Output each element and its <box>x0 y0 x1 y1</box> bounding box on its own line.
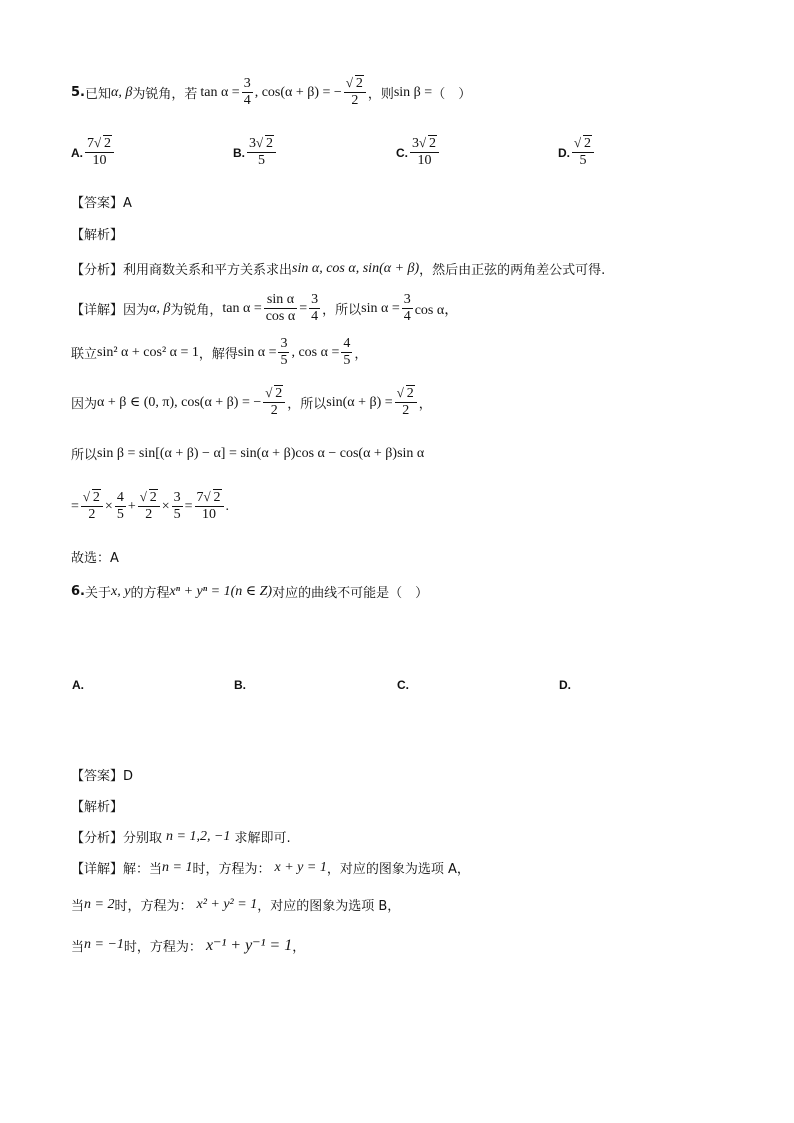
q5-option-d[interactable] <box>558 136 596 169</box>
q5-blank: （ ） <box>432 87 472 102</box>
q6-option-b[interactable]: B. <box>234 678 246 692</box>
q5-l5-d4: 5 <box>173 507 181 522</box>
q5-fenxi-tail: ，然后由正弦的两角差公式可得. <box>419 263 606 278</box>
q6-xj2-c: ，对应的图象为选项 B， <box>257 899 401 914</box>
q5-l3-sin: sin(α + β) = <box>326 394 393 410</box>
q6-fenxi-text: 分别取 <box>123 831 163 846</box>
q5-cos-den: 2 <box>351 93 359 108</box>
q5-tan-num: 3 <box>243 76 251 91</box>
q6-fenxi-math: n = 1,2, −1 <box>166 828 231 844</box>
q5-fenxi-math: sin α, cos α, sin(α + β) <box>292 260 420 276</box>
q5-stem-suffix: ，则 <box>367 87 394 102</box>
q5-l2-a: 联立 <box>71 347 98 362</box>
q5-line2 <box>71 336 367 369</box>
q5-fenxi <box>71 259 605 278</box>
q6-stem-b: 的方程 <box>130 586 170 601</box>
q5-l3-den: 2 <box>270 403 278 418</box>
q5-xj1-fnum: sin α <box>264 292 298 309</box>
q5-l4-a: 所以 <box>71 448 98 463</box>
q5-l2-math: sin² α + cos² α = 1 <box>97 344 199 360</box>
q5-number: 5. <box>71 85 85 100</box>
q5-option-a-coef: 7 <box>87 136 94 151</box>
q6-xj2-a: 当 <box>71 899 85 914</box>
q6-xj3-c: ， <box>292 939 306 955</box>
q5-l5-c: 7 <box>196 490 204 505</box>
q5-line3 <box>71 386 432 419</box>
q5-l2-n1: 3 <box>280 336 288 351</box>
q6-xj1-c: ，对应的图象为选项 A， <box>326 862 470 877</box>
q5-l5-eq2: = <box>184 498 193 514</box>
q5-line4 <box>71 444 424 463</box>
q5-stem-vars: α, β <box>111 84 133 100</box>
q5-l3-math: α + β ∈ (0, π), cos(α + β) = − <box>97 395 262 410</box>
q5-xj1-sin: sin α = <box>361 300 400 316</box>
q5-xj1-vars: α, β <box>149 300 171 316</box>
q6-xj1-eq: x + y = 1 <box>274 859 327 875</box>
q6-xiangjie-label: 【详解】 <box>71 862 124 877</box>
q5-option-b[interactable] <box>233 136 278 169</box>
q6-option-a[interactable]: A. <box>72 678 84 692</box>
q6-fenxi <box>71 827 291 846</box>
q5-l5-d3: 2 <box>145 507 153 522</box>
q5-option-c-rad: 2 <box>429 136 436 151</box>
q5-l5-x2: × <box>161 498 170 514</box>
q6-fenxi-label: 【分析】 <box>71 831 124 846</box>
q5-fenxi-text: 利用商数关系和平方关系求出 <box>123 263 293 278</box>
q5-l5-d2: 5 <box>116 507 124 522</box>
q6-xj3-b: 时，方程为： <box>123 939 202 955</box>
q5-analysis-title: 【解析】 <box>71 228 124 243</box>
q5-xj1-cos: cos α， <box>414 302 459 318</box>
q5-l5-x1: × <box>104 498 113 514</box>
q5-cos-fraction <box>344 76 366 109</box>
q6-xj2-m: n = 2 <box>84 896 115 912</box>
q5-option-b-label: B. <box>233 145 245 160</box>
q5-option-d-label: D. <box>558 145 570 160</box>
q5-choose: 故选：A <box>71 551 119 566</box>
q5-fenxi-label: 【分析】 <box>71 263 124 278</box>
q6-xj2-eq: x² + y² = 1 <box>196 896 258 912</box>
q5-option-a-label: A. <box>71 145 83 160</box>
q6-xj1-m: n = 1 <box>162 859 193 875</box>
q5-l2-d2: 5 <box>343 353 351 368</box>
q5-xj1-a: 因为 <box>123 303 150 318</box>
q5-option-a-rad: 2 <box>104 136 111 151</box>
q5-ask: sin β = <box>393 84 433 100</box>
q6-option-c[interactable]: C. <box>397 678 409 692</box>
q5-option-d-rad: 2 <box>584 136 591 151</box>
q6-stem-c: 对应的曲线不可能是（ ） <box>272 586 429 601</box>
q5-l3-b: ，所以 <box>287 397 327 412</box>
q6-xj3-eq: x⁻¹ + y⁻¹ = 1 <box>205 937 293 954</box>
q5-stem-prefix: 已知 <box>84 87 111 102</box>
q5-xj1-fden: cos α <box>265 309 296 324</box>
q5-l2-d1: 5 <box>280 353 288 368</box>
q5-cos-expr: , cos(α + β) = − <box>254 84 342 100</box>
q5-l3-rad: 2 <box>275 386 283 401</box>
q5-option-c-coef: 3 <box>412 136 419 151</box>
q6-xj1-a: 解：当 <box>123 862 163 877</box>
q6-xiangjie-line3 <box>71 935 305 955</box>
q6-xj2-b: 时，方程为： <box>114 899 193 914</box>
q6-fenxi-tail: 求解即可. <box>234 831 291 846</box>
q6-xj1-b: 时，方程为： <box>192 862 271 877</box>
q6-xj3-m: n = −1 <box>84 937 124 952</box>
q5-xj1-d2: 4 <box>403 309 411 324</box>
q6-xiangjie-line1 <box>71 858 470 877</box>
q6-stem <box>71 582 428 601</box>
q5-option-c[interactable] <box>396 136 441 169</box>
q5-xj1-tan: tan α = <box>222 300 262 316</box>
q6-stem-math: xⁿ + yⁿ = 1(n ∈ Z) <box>169 584 273 599</box>
q5-xj1-n2: 3 <box>403 292 411 307</box>
q5-xj1-b: 为锐角， <box>170 303 223 318</box>
q6-stem-vars: x, y <box>111 583 131 599</box>
q5-l5-d5: 10 <box>202 507 217 522</box>
q5-xj1-n: 3 <box>311 292 319 307</box>
q5-option-a[interactable] <box>71 136 116 169</box>
q5-answer: 【答案】A <box>71 196 132 211</box>
q5-option-b-rad: 2 <box>266 136 273 151</box>
q5-xj1-eq: = <box>299 300 308 316</box>
q5-xj1-c: ，所以 <box>322 303 362 318</box>
q5-xj1-d: 4 <box>311 309 319 324</box>
q5-tan-den: 4 <box>243 93 251 108</box>
q5-cos-rad: 2 <box>355 76 363 91</box>
q5-l5-r3: 2 <box>149 490 157 505</box>
q5-l3-den2: 2 <box>402 403 410 418</box>
q5-xiangjie-line1 <box>71 292 458 325</box>
q6-stem-a: 关于 <box>84 586 111 601</box>
q5-l5-eq: = <box>71 498 79 514</box>
q5-l3-rad2: 2 <box>406 386 414 401</box>
q5-l2-n2: 4 <box>343 336 351 351</box>
q5-l2-cos: , cos α = <box>291 344 340 360</box>
q5-l4-math: sin β = sin[(α + β) − α] = sin(α + β)cos α − cos(α + β)sin α <box>97 445 425 461</box>
q5-option-b-coef: 3 <box>249 136 256 151</box>
q5-option-b-den: 5 <box>258 153 265 168</box>
q5-option-c-label: C. <box>396 145 408 160</box>
q5-l5-end: . <box>225 498 230 514</box>
q5-l2-b: ，解得 <box>198 347 238 362</box>
q5-tan-expr: tan α = <box>200 84 240 100</box>
q5-l2-sin: sin α = <box>237 344 277 360</box>
q5-l2-end: ， <box>354 347 368 362</box>
q5-option-d-den: 5 <box>579 153 587 168</box>
q5-l3-end: ， <box>418 397 432 412</box>
q5-tan-fraction <box>242 76 253 109</box>
q6-xj3-a: 当 <box>71 939 85 955</box>
q5-option-c-den: 10 <box>417 153 432 168</box>
q5-l5-r5: 2 <box>213 490 221 505</box>
q5-l5-r1: 2 <box>92 490 100 505</box>
q5-option-a-den: 10 <box>92 153 107 168</box>
q6-answer: 【答案】D <box>71 769 134 784</box>
q5-l3-a: 因为 <box>71 397 98 412</box>
q6-option-d[interactable]: D. <box>559 678 571 692</box>
q5-stem-mid: 为锐角，若 <box>132 87 198 102</box>
q5-l5-d1: 2 <box>88 507 96 522</box>
q5-xiangjie-label: 【详解】 <box>71 303 124 318</box>
q5-l5-plus: + <box>127 498 136 514</box>
q6-number: 6. <box>71 584 85 599</box>
q5-l5-n4: 3 <box>173 490 181 505</box>
q6-xiangjie-line2 <box>71 895 400 914</box>
q5-line5 <box>71 490 229 523</box>
q6-analysis-title: 【解析】 <box>71 800 124 815</box>
q5-stem <box>71 76 471 109</box>
q5-l5-n2: 4 <box>116 490 124 505</box>
